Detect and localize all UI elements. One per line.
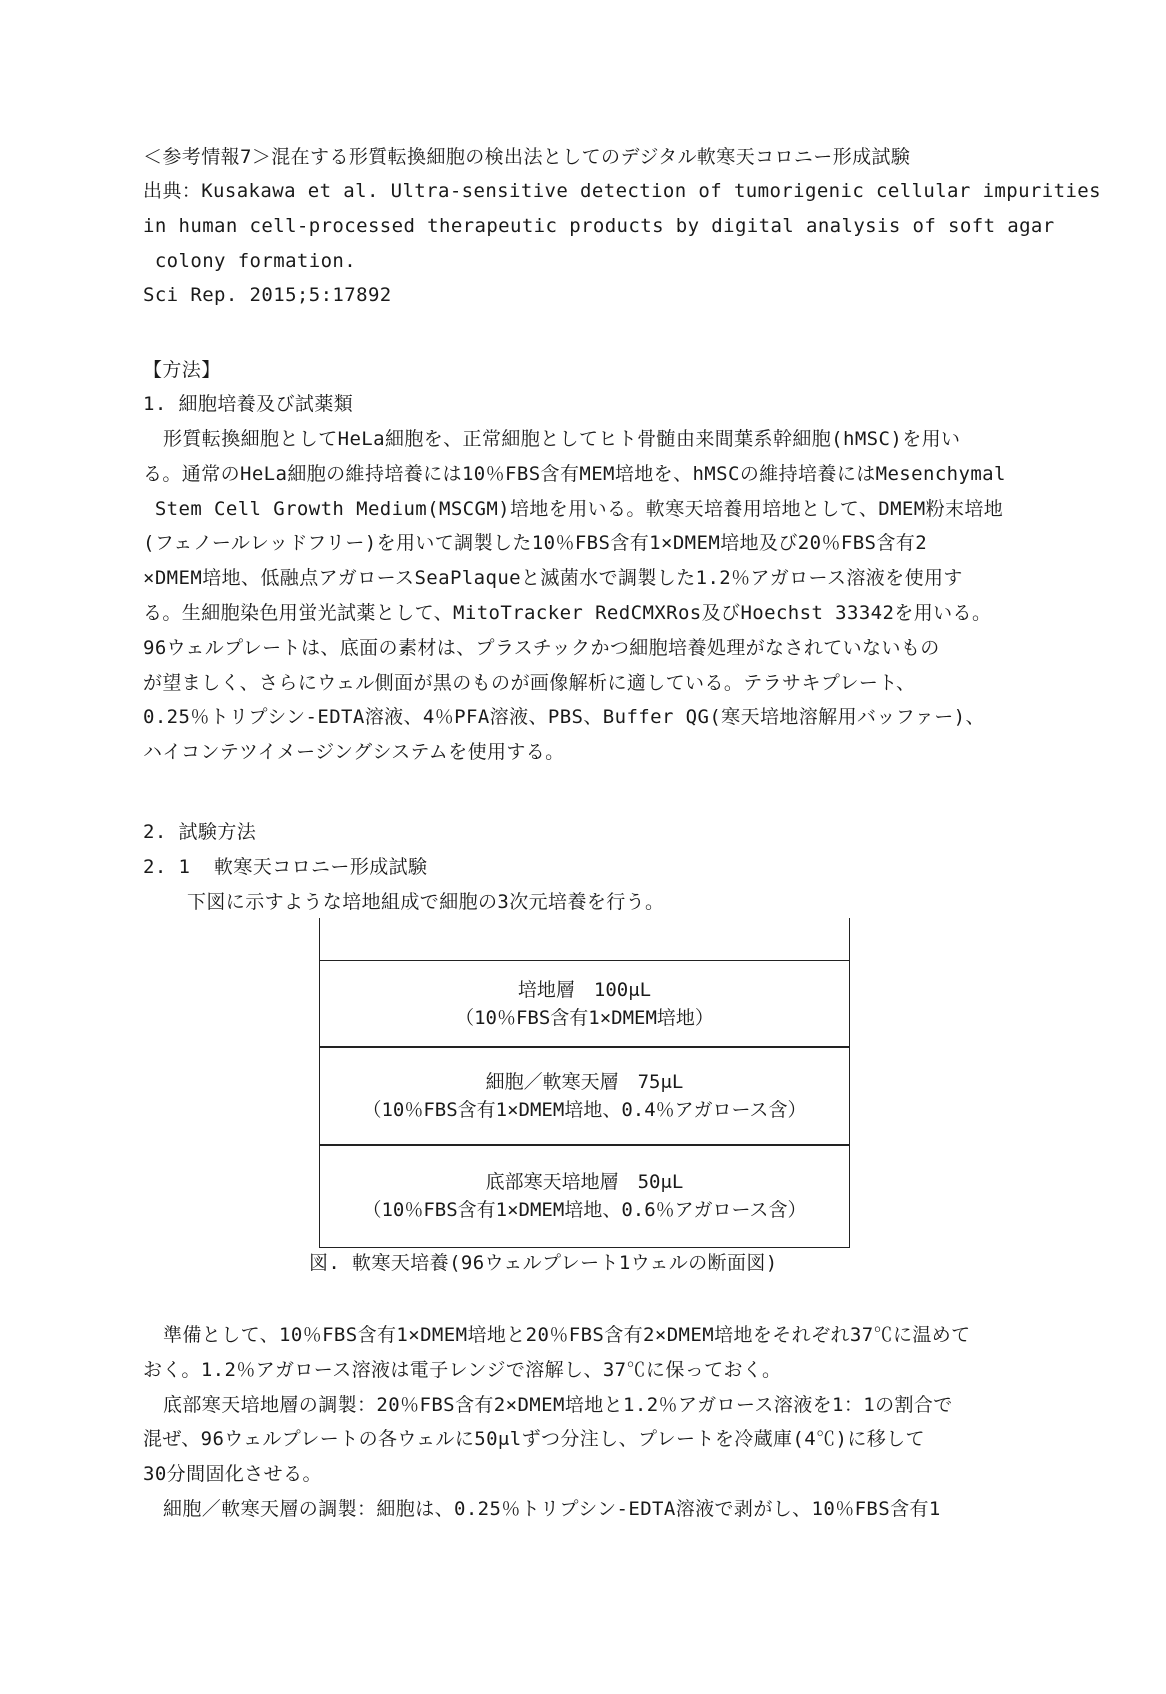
- well-cross-section-diagram: [319, 918, 850, 1248]
- source-line: Sci Rep. 2015;5:17892: [143, 284, 392, 306]
- body-line: 0.25％トリプシン-EDTA溶液、4％PFA溶液、PBS、Buffer QG(寒天培地溶解用バッファー)、: [143, 706, 985, 728]
- layer-label: 細胞／軟寒天層 75μL: [485, 1071, 684, 1093]
- layer-composition: （10％FBS含有1×DMEM培地、0.6％アガロース含）: [362, 1199, 807, 1221]
- document-title: ＜参考情報7＞混在する形質転換細胞の検出法としてのデジタル軟寒天コロニー形成試験: [143, 146, 911, 168]
- body-line: 細胞／軟寒天層の調製：細胞は、0.25％トリプシン-EDTA溶液で剥がし、10％FBS含有1: [163, 1498, 941, 1520]
- figure-caption: 図. 軟寒天培養(96ウェルプレート1ウェルの断面図): [309, 1252, 778, 1274]
- body-line: る。通常のHeLa細胞の維持培養には10％FBS含有MEM培地を、hMSCの維持培養にはMesenchymal: [143, 463, 1006, 485]
- source-line: 出典：Kusakawa et al. Ultra-sensitive detection of tumorigenic cellular impurities: [143, 180, 1101, 202]
- section-2-heading: 2. 試験方法: [143, 821, 257, 843]
- layer-composition: （10％FBS含有1×DMEM培地、0.4％アガロース含）: [362, 1099, 807, 1121]
- layer-label: 培地層 100μL: [517, 979, 652, 1001]
- section-1-heading: 1. 細胞培養及び試薬類: [143, 393, 354, 415]
- body-line: 底部寒天培地層の調製：20％FBS含有2×DMEM培地と1.2％アガロース溶液を1：1の割合で: [163, 1394, 953, 1416]
- body-line: おく。1.2％アガロース溶液は電子レンジで溶解し、37℃に保っておく。: [143, 1359, 782, 1381]
- body-line: 混ぜ、96ウェルプレートの各ウェルに50μlずつ分注し、プレートを冷蔵庫(4℃)に移して: [143, 1428, 925, 1450]
- well-top-open-section: [319, 918, 850, 960]
- medium-layer: [319, 960, 850, 1048]
- body-line: る。生細胞染色用蛍光試薬として、MitoTracker RedCMXRos及びHoechst 33342を用いる。: [143, 602, 992, 624]
- section-2-1-intro: 下図に示すような培地組成で細胞の3次元培養を行う。: [187, 891, 665, 913]
- body-line: 形質転換細胞としてHeLa細胞を、正常細胞としてヒト骨髄由来間葉系幹細胞(hMSC)を用い: [163, 428, 961, 450]
- section-2-1-heading: 2. 1 軟寒天コロニー形成試験: [143, 856, 428, 878]
- source-line: in human cell-processed therapeutic products by digital analysis of soft agar: [143, 215, 1055, 237]
- body-line: 30分間固化させる。: [143, 1463, 322, 1485]
- cell-soft-agar-layer: [319, 1046, 850, 1146]
- body-line: ×DMEM培地、低融点アガロースSeaPlaqueと滅菌水で調製した1.2％アガロース溶液を使用す: [143, 567, 963, 589]
- bottom-agar-layer: [319, 1144, 850, 1248]
- methods-heading: 【方法】: [143, 359, 221, 381]
- body-line: (フェノールレッドフリー)を用いて調製した10％FBS含有1×DMEM培地及び20％FBS含有2: [143, 532, 928, 554]
- body-line: ハイコンテツイメージングシステムを使用する。: [143, 741, 565, 763]
- body-line: Stem Cell Growth Medium(MSCGM)培地を用いる。軟寒天培養用培地として、DMEM粉末培地: [143, 498, 1004, 520]
- layer-composition: （10％FBS含有1×DMEM培地）: [455, 1007, 714, 1029]
- body-line: が望ましく、さらにウェル側面が黒のものが画像解析に適している。テラサキプレート、: [143, 672, 916, 694]
- body-line: 96ウェルプレートは、底面の素材は、プラスチックかつ細胞培養処理がなされていないもの: [143, 637, 940, 659]
- layer-label: 底部寒天培地層 50μL: [485, 1171, 684, 1193]
- body-line: 準備として、10％FBS含有1×DMEM培地と20％FBS含有2×DMEM培地をそれぞれ37℃に温めて: [163, 1324, 971, 1346]
- source-line: colony formation.: [143, 250, 357, 272]
